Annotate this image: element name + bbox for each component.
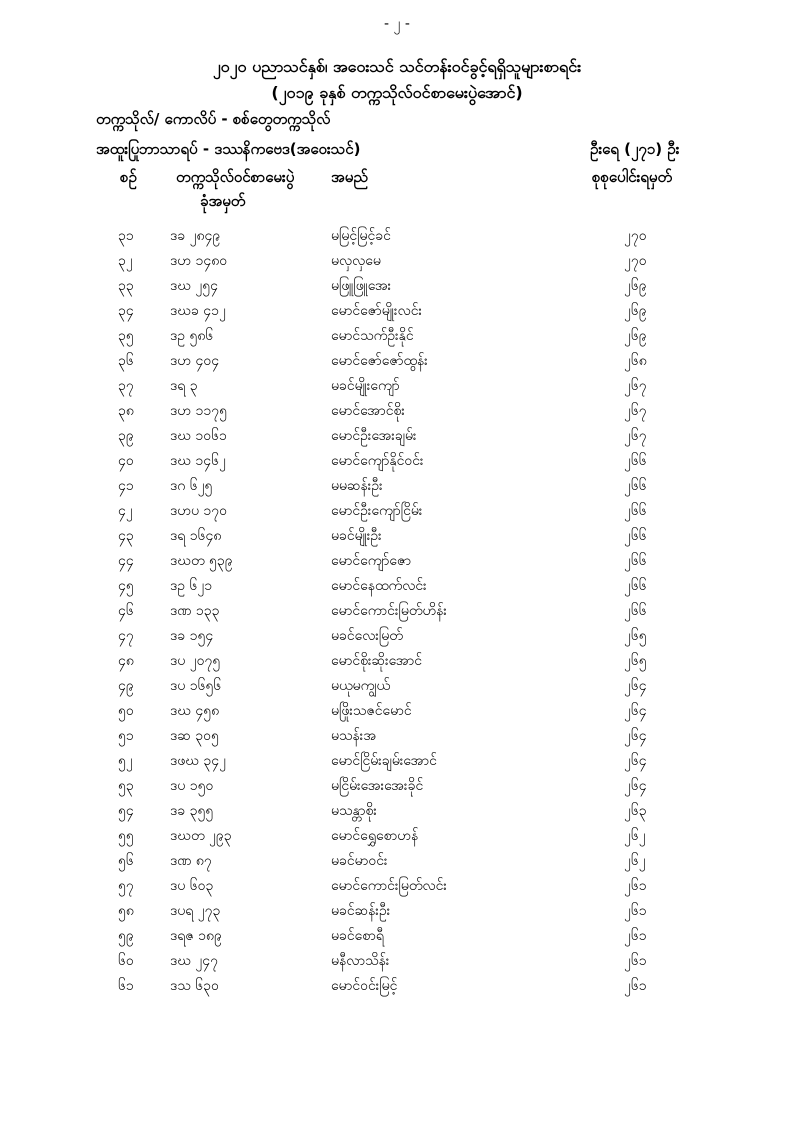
table-row [0,422,794,447]
total-mark: ၂၆၉ [624,303,647,319]
row-number: ၅၂ [118,753,133,769]
total-mark: ၂၆၆ [624,453,647,469]
roll-number: ဒဟပ ၁၇၀ [170,503,228,519]
student-name: မခင်စောရီ [331,928,384,944]
table-row [0,522,794,547]
roll-number: ဒဆ ၃၀၅ [170,728,219,744]
student-name: မခင်မျိုးကျော် [331,378,400,394]
total-mark: ၂၆၇ [624,403,647,419]
column-header-roll-sub: ခုံအမှတ် [200,192,246,210]
student-name: မခင်မျိုးဦး [331,528,382,544]
total-mark: ၂၆၆ [624,503,647,519]
total-mark: ၂၆၅ [624,653,647,669]
roll-number: ဒဃ ၁၄၆၂ [170,453,226,469]
row-number: ၅၈ [118,903,134,919]
table-row [0,622,794,647]
row-number: ၅၆ [118,853,134,869]
student-name: မောင်စိုးဆိုးအောင် [331,653,423,669]
roll-number: ဒပ ၁၆၅၆ [170,678,222,694]
roll-number: ဒဃ ၂၄၇ [170,953,219,969]
roll-number: ဒရဇ ၁၈၉ [170,928,222,944]
table-row [0,347,794,372]
table-row [0,497,794,522]
document-title: ၂၀၂၀ ပညာသင်နှစ်၊ အဝေးသင် သင်တန်းဝင်ခွင့်ရရှိသူများစာရင်း [212,57,582,76]
roll-number: ဒဃတ ၂၉၃ [170,828,232,844]
table-row [0,322,794,347]
row-number: ၃၂ [118,253,133,269]
row-number: ၆၁ [118,978,134,994]
total-mark: ၂၆၆ [624,603,647,619]
results-table [0,222,794,997]
roll-number: ဒဥ ၅၈၆ [170,328,214,344]
roll-number: ဒခ ၁၅၄ [170,628,214,644]
total-mark: ၂၆၄ [624,703,647,719]
row-number: ၅၀ [118,703,134,719]
row-number: ၆၀ [118,953,134,969]
row-number: ၄၂ [118,503,133,519]
total-mark: ၂၆၉ [624,328,647,344]
table-row [0,372,794,397]
row-number: ၃၄ [118,303,134,319]
row-number: ၅၁ [118,728,134,744]
table-row [0,647,794,672]
row-number: ၃၁ [118,228,134,244]
table-row [0,947,794,972]
student-name: မောင်နေထက်လင်း [331,578,427,594]
table-row [0,297,794,322]
row-number: ၃၃ [118,278,134,294]
roll-number: ဒပ ၆၀၃ [170,878,214,894]
table-row [0,772,794,797]
table-row [0,747,794,772]
roll-number: ဒသ ၆၃၀ [170,978,219,994]
student-name: မနီလာသိန်း [331,953,390,969]
student-name: မောင်ငြိမ်းချမ်းအောင် [331,753,437,769]
total-mark: ၂၆၁ [624,928,647,944]
total-mark: ၂၆၆ [624,553,647,569]
row-number: ၅၄ [118,803,134,819]
total-mark: ၂၆၂ [624,853,646,869]
roll-number: ဒဟ ၁၄၈၀ [170,253,228,269]
total-mark: ၂၆၆ [624,578,647,594]
row-number: ၃၉ [118,428,134,444]
total-mark: ၂၆၄ [624,678,647,694]
student-name: မောင်ကောင်းမြတ်ဟိန်း [331,603,447,619]
student-name: မောင်ရွှေစောဟန် [331,828,419,844]
total-mark: ၂၆၄ [624,728,647,744]
roll-number: ဒဟ ၁၁၇၅ [170,403,227,419]
row-number: ၄၇ [118,628,134,644]
total-mark: ၂၆၁ [624,953,647,969]
total-mark: ၂၆၅ [624,628,647,644]
table-row [0,722,794,747]
table-row [0,472,794,497]
table-row [0,572,794,597]
row-number: ၄၃ [118,528,134,544]
total-mark: ၂၆၁ [624,878,647,894]
total-mark: ၂၇၀ [624,253,647,269]
page-number: - ၂ - [384,16,410,32]
row-number: ၅၅ [118,828,134,844]
table-row [0,397,794,422]
table-row [0,897,794,922]
student-name: မဖြူဖြူအေး [331,278,392,294]
roll-number: ဒခ ၂၈၄၉ [170,228,221,244]
document-subtitle: (၂၀၁၉ ခုနှစ် တက္ကသိုလ်ဝင်စာမေးပွဲအောင်) [271,83,523,102]
row-number: ၄၅ [118,578,134,594]
student-name: မောင်ဝင်းမြင့် [331,978,398,994]
roll-number: ဒရ ၃ [170,378,198,394]
student-name: မခင်လေးမြတ် [331,628,403,644]
total-mark: ၂၆၄ [624,753,647,769]
column-header-name: အမည် [331,168,368,186]
column-header-roll: တက္ကသိုလ်ဝင်စာမေးပွဲ [176,168,295,186]
total-mark: ၂၆၂ [624,828,646,844]
row-number: ၃၇ [118,378,134,394]
roll-number: ဒဃ ၄၅၈ [170,703,220,719]
table-row [0,797,794,822]
row-number: ၃၈ [118,403,134,419]
total-mark: ၂၆၄ [624,778,647,794]
table-row [0,247,794,272]
student-count: ဦးရေ (၂၇၁) ဦး [590,140,680,158]
student-name: မခင်ဆန်းဦး [331,903,391,919]
roll-number: ဒပရ ၂၇၃ [170,903,221,919]
table-row [0,697,794,722]
student-name: မငြိမ်းအေးအေးခိုင် [331,778,424,794]
student-name: မောင်ကောင်းမြတ်လင်း [331,878,447,894]
student-name: မလှလှမေ [331,253,381,269]
total-mark: ၂၆၇ [624,428,647,444]
major-subject-line: အထူးပြုဘာသာရပ် - ဒဿနိကဗေဒ(အဝေးသင်) [96,140,361,158]
row-number: ၅၃ [118,778,134,794]
row-number: ၄၄ [118,553,134,569]
roll-number: ဒဖဃ ၃၄၂ [170,753,227,769]
total-mark: ၂၆၃ [624,803,647,819]
row-number: ၄၁ [118,478,134,494]
student-name: မောင်ဇော်ဇော်ထွန်း [331,353,428,369]
student-name: မောင်ဇော်မျိုးလင်း [331,303,423,319]
column-header-no: စဉ် [120,168,137,186]
total-mark: ၂၆၁ [624,903,647,919]
table-row [0,672,794,697]
roll-number: ဒဃ ၂၅၄ [170,278,219,294]
total-mark: ၂၆၆ [624,528,647,544]
student-name: မယုမကျွယ် [331,678,391,694]
total-mark: ၂၆၈ [624,353,647,369]
roll-number: ဒရ ၁၆၄၈ [170,528,222,544]
roll-number: ဒဥ ၆၂၁ [170,578,213,594]
column-header-total: စုစုပေါင်းရမှတ် [592,168,673,186]
roll-number: ဒဟ ၄၀၄ [170,353,220,369]
table-row [0,547,794,572]
row-number: ၄၈ [118,653,134,669]
table-row [0,872,794,897]
student-name: မောင်ဦးကျော်ငြိမ်း [331,503,423,519]
student-name: မမြင့်မြင့်ခင် [331,228,391,244]
student-name: မသန္တာစိုး [331,803,377,819]
table-row [0,447,794,472]
student-name: မောင်ဦးအေးချမ်း [331,428,417,444]
row-number: ၄၀ [118,453,134,469]
table-row [0,222,794,247]
student-name: မသန်းအ [331,728,377,744]
student-name: မောင်ကျော်ဇော [331,553,412,569]
total-mark: ၂၆၇ [624,378,647,394]
total-mark: ၂၇၀ [624,228,647,244]
row-number: ၅၇ [118,878,134,894]
roll-number: ဒဏ ၁၃၃ [170,603,220,619]
roll-number: ဒဏ ၈၇ [170,853,212,869]
total-mark: ၂၆၆ [624,478,647,494]
student-name: မောင်သက်ဦးနိုင် [331,328,414,344]
student-name: မမဆန်းဦး [331,478,383,494]
table-row [0,972,794,997]
row-number: ၄၉ [118,678,134,694]
roll-number: ဒဃ ၁၀၆၁ [170,428,227,444]
roll-number: ဒဃခ ၄၁၂ [170,303,226,319]
table-row [0,597,794,622]
roll-number: ဒဂ ၆၂၅ [170,478,213,494]
student-name: မဖြိုးသဇင်မောင် [331,703,412,719]
table-row [0,847,794,872]
roll-number: ဒပ ၂၀၇၅ [170,653,221,669]
student-name: မခင်မာဝင်း [331,853,388,869]
roll-number: ဒပ ၁၅၀ [170,778,214,794]
total-mark: ၂၆၁ [624,978,647,994]
row-number: ၃၅ [118,328,134,344]
row-number: ၃၆ [118,353,134,369]
table-row [0,822,794,847]
total-mark: ၂၆၉ [624,278,647,294]
university-line: တက္ကသိုလ်/ ကောလိပ် - စစ်တွေတက္ကသိုလ် [96,110,331,128]
row-number: ၅၉ [118,928,134,944]
row-number: ၄၆ [118,603,134,619]
student-name: မောင်ကျော်နိုင်ဝင်း [331,453,424,469]
roll-number: ဒခ ၃၅၅ [170,803,214,819]
roll-number: ဒဃတ ၅၃၉ [170,553,233,569]
table-row [0,272,794,297]
table-row [0,922,794,947]
student-name: မောင်အောင်စိုး [331,403,405,419]
